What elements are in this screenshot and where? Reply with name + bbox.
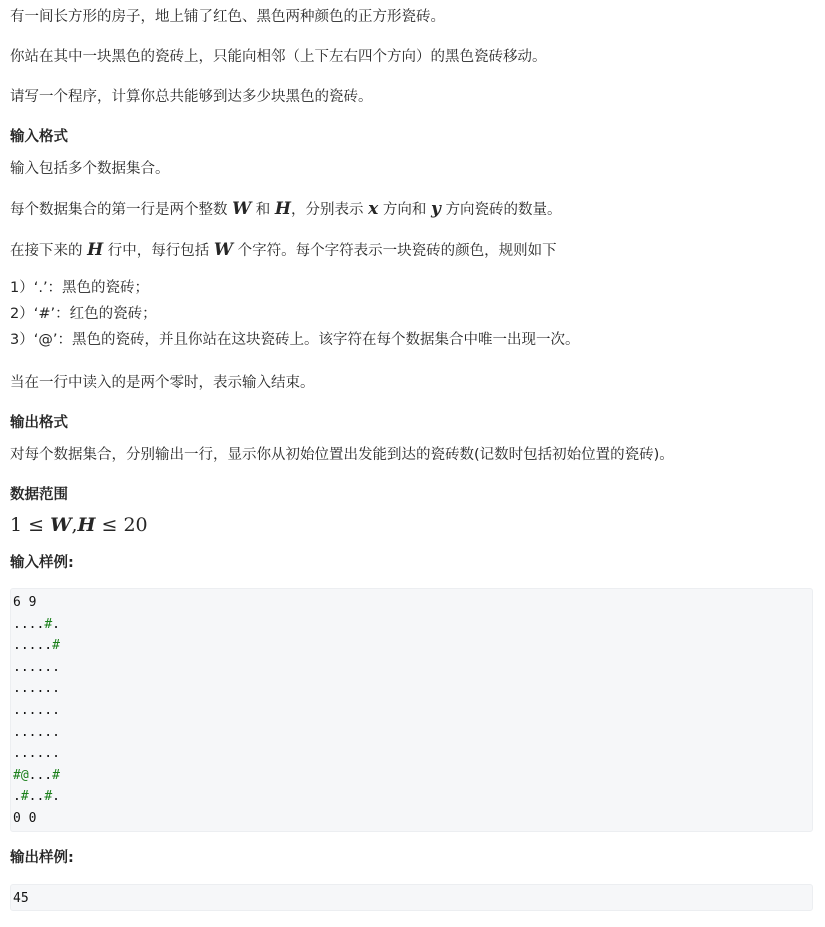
- math-var-w: W: [232, 199, 252, 219]
- input-format-paragraph-1: 输入包括多个数据集合。: [10, 161, 170, 177]
- data-range-formula: [10, 511, 813, 539]
- code-line: ......: [13, 681, 60, 697]
- code-line: ......: [13, 659, 60, 675]
- rules-list: [10, 275, 813, 353]
- input-end-paragraph: 当在一行中读入的是两个零时，表示输入结束。: [10, 375, 315, 391]
- text-segment: 行中，每行包括: [103, 243, 214, 259]
- intro-paragraph-3: 请写一个程序，计算你总共能够到达多少块黑色的瓷砖。: [10, 89, 373, 105]
- code-line: ......: [13, 702, 60, 718]
- code-line: .....#: [13, 638, 60, 654]
- output-format-heading: 输出格式: [10, 415, 68, 431]
- math-var-h: H: [87, 240, 104, 260]
- data-range-heading: 数据范围: [10, 487, 68, 503]
- le-symbol: ≤: [95, 514, 124, 536]
- rule-item: 1）‘.’：黑色的瓷砖；: [10, 280, 150, 296]
- range-upper: 20: [123, 514, 148, 536]
- code-line: 0 0: [13, 810, 37, 826]
- le-symbol: ≤: [22, 514, 51, 536]
- input-format-paragraph-2: [10, 199, 813, 220]
- sample-input-code[interactable]: [10, 588, 813, 832]
- code-line: ......: [13, 724, 60, 740]
- output-format-paragraph: 对每个数据集合，分别输出一行，显示你从初始位置出发能到达的瓷砖数(记数时包括初始位置的瓷砖)。: [10, 447, 674, 463]
- code-line: ....#.: [13, 616, 60, 632]
- rule-item: 2）‘#’：红色的瓷砖；: [10, 306, 157, 322]
- math-var-w: W: [213, 240, 233, 260]
- math-var-x: x: [368, 199, 379, 219]
- math-var-w: W: [50, 514, 72, 536]
- input-format-paragraph-3: [10, 240, 813, 261]
- math-var-y: y: [430, 199, 441, 219]
- rule-item: 3）‘@’：黑色的瓷砖，并且你站在这块瓷砖上。该字符在每个数据集合中唯一出现一次。: [10, 332, 580, 348]
- text-segment: 方向瓷砖的数量。: [440, 202, 562, 218]
- range-lower: 1: [10, 514, 23, 536]
- text-segment: 方向和: [378, 202, 431, 218]
- text-segment: 和: [251, 202, 275, 218]
- text-segment: 在接下来的: [10, 243, 88, 259]
- code-line: .#..#.: [13, 789, 60, 805]
- intro-paragraph-2: 你站在其中一块黑色的瓷砖上，只能向相邻（上下左右四个方向）的黑色瓷砖移动。: [10, 49, 547, 65]
- sample-output-heading: 输出样例:: [10, 849, 74, 866]
- text-segment: 每个数据集合的第一行是两个整数: [10, 202, 233, 218]
- sample-input-heading: 输入样例:: [10, 555, 74, 571]
- math-var-h: H: [77, 514, 96, 536]
- code-line: 6 9: [13, 595, 37, 610]
- math-var-h: H: [274, 199, 291, 219]
- input-format-heading: 输入格式: [10, 129, 68, 145]
- sample-output-code[interactable]: [10, 884, 813, 912]
- code-line: ......: [13, 746, 60, 762]
- text-segment: 个字符。每个字符表示一块瓷砖的颜色，规则如下: [232, 243, 557, 259]
- text-segment: ，分别表示: [290, 202, 369, 218]
- comma: ,: [71, 514, 78, 536]
- code-line: 45: [13, 890, 29, 906]
- intro-paragraph-1: 有一间长方形的房子，地上铺了红色、黑色两种颜色的正方形瓷砖。: [10, 9, 445, 25]
- code-line: #@...#: [13, 767, 60, 783]
